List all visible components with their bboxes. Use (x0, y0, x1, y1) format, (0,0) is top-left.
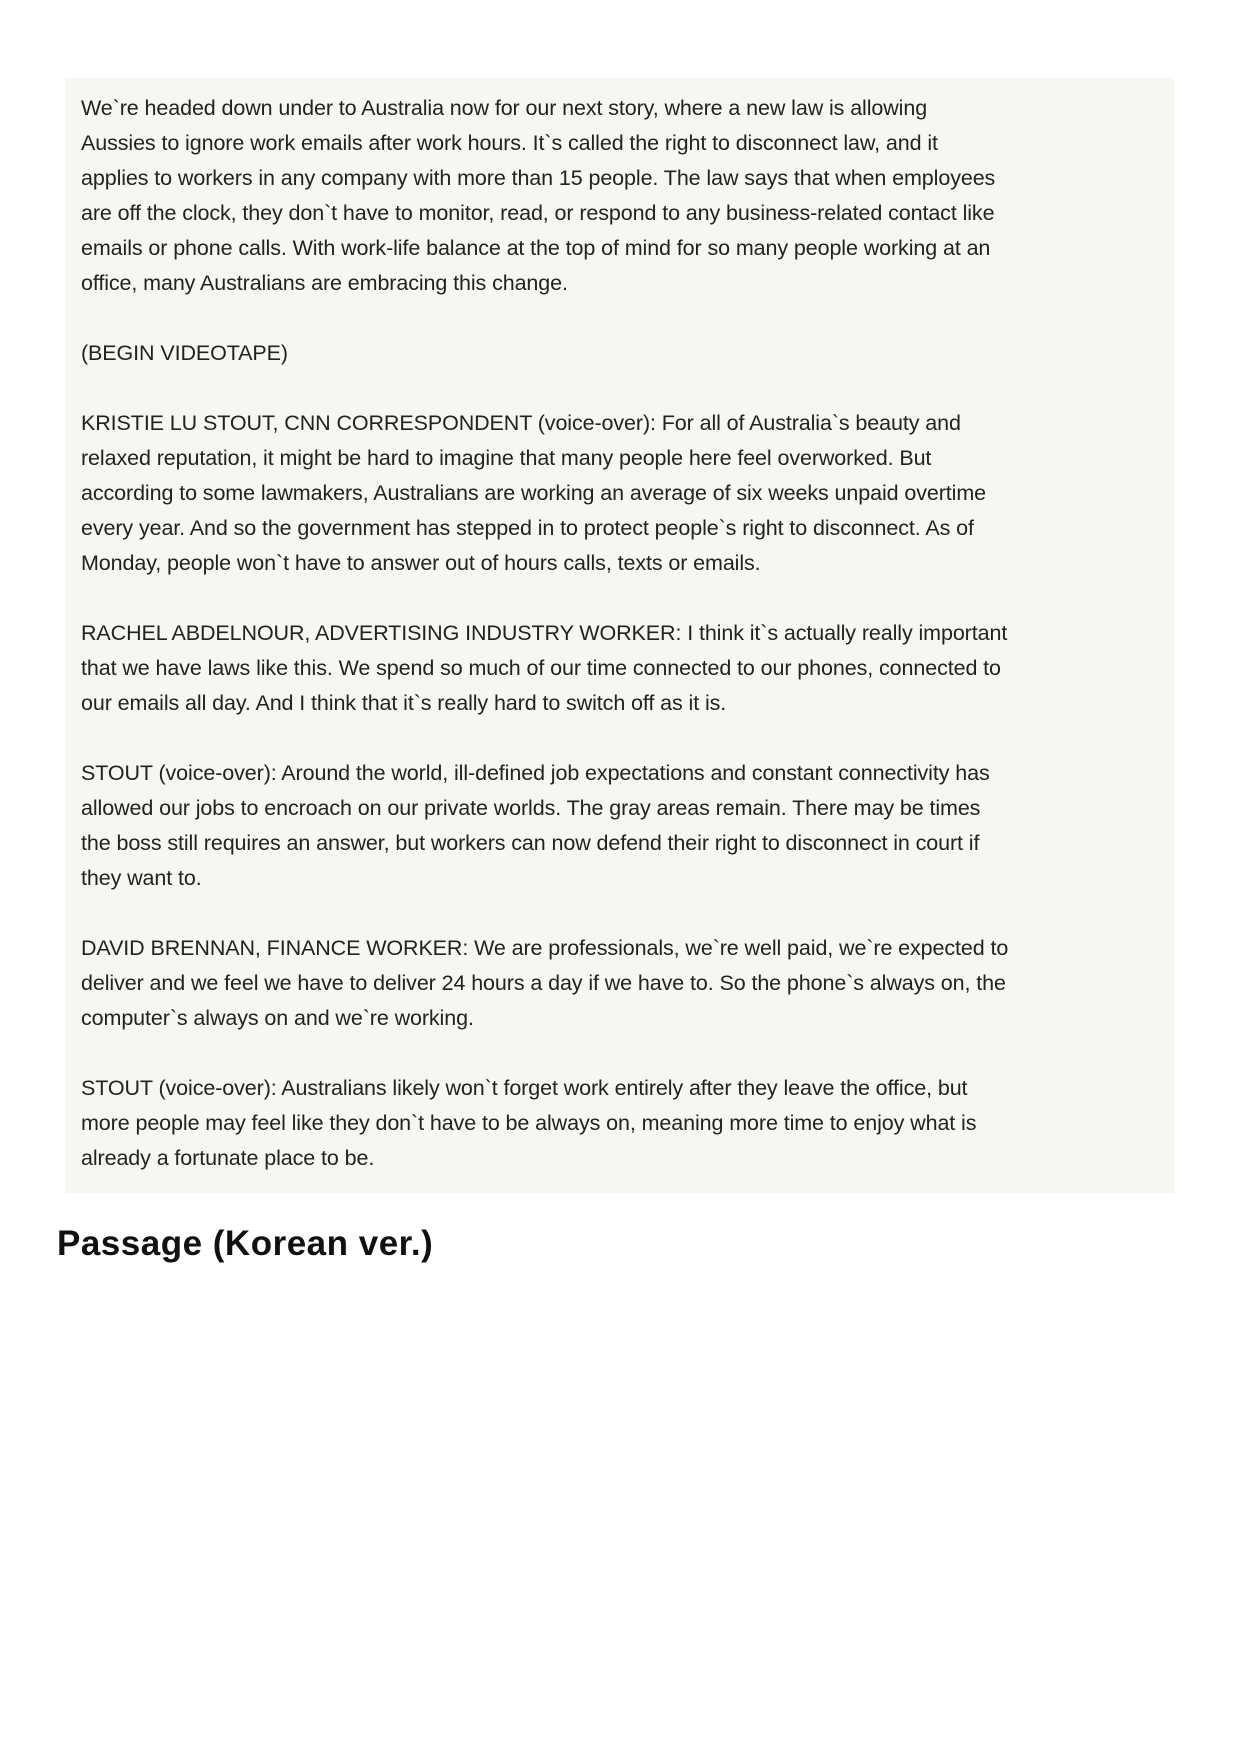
transcript-box (65, 78, 1174, 1193)
text-line: they want to. (81, 866, 202, 890)
text-line: more people may feel like they don`t have to be always on, meaning more time to enjoy what is (81, 1111, 977, 1135)
transcript-paragraph (81, 1071, 1174, 1176)
text-line: KRISTIE LU STOUT, CNN CORRESPONDENT (voice-over): For all of Australia`s beauty and (81, 411, 961, 435)
text-line: STOUT (voice-over): Around the world, ill-defined job expectations and constant connectivity has (81, 761, 990, 785)
text-line: office, many Australians are embracing this change. (81, 271, 568, 295)
transcript-paragraph (81, 406, 1174, 581)
text-line: STOUT (voice-over): Australians likely won`t forget work entirely after they leave the office, but (81, 1076, 968, 1100)
section-heading: Passage (Korean ver.) (57, 1224, 434, 1263)
text-line: emails or phone calls. With work-life balance at the top of mind for so many people working at an (81, 236, 991, 260)
text-line: applies to workers in any company with more than 15 people. The law says that when employees (81, 166, 996, 190)
text-line: are off the clock, they don`t have to monitor, read, or respond to any business-related contact like (81, 201, 995, 225)
transcript-paragraph (81, 616, 1174, 721)
text-line: We`re headed down under to Australia now for our next story, where a new law is allowing (81, 96, 928, 120)
text-line: according to some lawmakers, Australians are working an average of six weeks unpaid overtime (81, 481, 986, 505)
transcript-paragraph (81, 931, 1174, 1036)
transcript-paragraph (81, 756, 1174, 896)
transcript-paragraph (81, 336, 1174, 371)
text-line: deliver and we feel we have to deliver 24 hours a day if we have to. So the phone`s always on, the (81, 971, 1006, 995)
text-line: computer`s always on and we`re working. (81, 1006, 474, 1030)
transcript-paragraph (81, 91, 1174, 301)
text-line: Monday, people won`t have to answer out of hours calls, texts or emails. (81, 551, 761, 575)
text-line: that we have laws like this. We spend so much of our time connected to our phones, connected to (81, 656, 1001, 680)
text-line: (BEGIN VIDEOTAPE) (81, 341, 288, 365)
text-line: already a fortunate place to be. (81, 1146, 375, 1170)
text-line: the boss still requires an answer, but workers can now defend their right to disconnect in court if (81, 831, 980, 855)
text-line: our emails all day. And I think that it`s really hard to switch off as it is. (81, 691, 727, 715)
text-line: allowed our jobs to encroach on our private worlds. The gray areas remain. There may be times (81, 796, 981, 820)
text-line: every year. And so the government has stepped in to protect people`s right to disconnect. As of (81, 516, 974, 540)
text-line: Aussies to ignore work emails after work hours. It`s called the right to disconnect law, and it (81, 131, 938, 155)
text-line: RACHEL ABDELNOUR, ADVERTISING INDUSTRY WORKER: I think it`s actually really important (81, 621, 1008, 645)
text-line: DAVID BRENNAN, FINANCE WORKER: We are professionals, we`re well paid, we`re expected to (81, 936, 1009, 960)
text-line: relaxed reputation, it might be hard to imagine that many people here feel overworked. But (81, 446, 932, 470)
